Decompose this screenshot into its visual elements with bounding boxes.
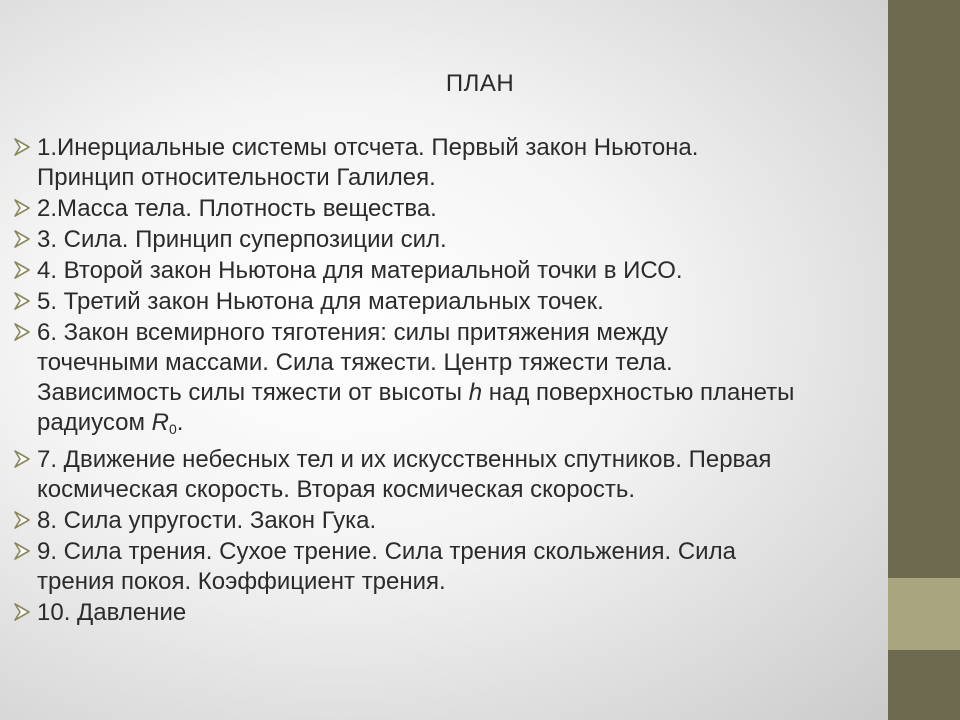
list-item-1 <box>10 133 950 193</box>
list-item-text-part: 6. Закон всемирного тяготения: силы притяжения между точечными массами. Сила тяжести. Центр тяжести тела. Зависимость силы тяжести от высоты <box>37 319 673 406</box>
list-item-text: 4. Второй закон Ньютона для материальной точки в ИСО. <box>37 257 683 284</box>
list-item-10 <box>10 598 950 628</box>
variable-h: h <box>468 379 483 406</box>
list-item-text: 3. Сила. Принцип суперпозиции сил. <box>37 226 447 253</box>
chevron-right-icon <box>13 225 33 255</box>
list-item-text: 7. Движение небесных тел и их искусственных спутников. Первая космическая скорость. Вторая космическая скорость. <box>37 446 772 503</box>
chevron-right-icon <box>13 318 33 348</box>
list-item-text: 2.Масса тела. Плотность вещества. <box>37 195 437 222</box>
list-item-text-part: . <box>176 409 184 436</box>
list-item-6 <box>10 318 950 444</box>
chevron-right-icon <box>13 287 33 317</box>
slide-title: ПЛАН <box>445 70 515 97</box>
list-item-8 <box>10 506 950 536</box>
chevron-right-icon <box>13 256 33 286</box>
list-item-text: 10. Давление <box>37 599 187 626</box>
variable-r-subscript: 0 <box>168 421 177 437</box>
chevron-right-icon <box>13 133 33 163</box>
chevron-right-icon <box>13 598 33 628</box>
list-item-text: 9. Сила трения. Сухое трение. Сила трения скольжения. Сила трения покоя. Коэффициент трения. <box>37 538 736 595</box>
plan-list <box>10 133 950 629</box>
list-item-9 <box>10 537 950 597</box>
variable-r: R <box>151 409 169 436</box>
list-item-text: 5. Третий закон Ньютона для материальных точек. <box>37 288 604 315</box>
list-item-text: 8. Сила упругости. Закон Гука. <box>37 507 377 534</box>
chevron-right-icon <box>13 506 33 536</box>
chevron-right-icon <box>13 537 33 567</box>
list-item-5 <box>10 287 950 317</box>
list-item-7 <box>10 445 950 505</box>
chevron-right-icon <box>13 445 33 475</box>
list-item-4 <box>10 256 950 286</box>
list-item-3 <box>10 225 950 255</box>
list-item-text: 1.Инерциальные системы отсчета. Первый закон Ньютона. Принцип относительности Галилея. <box>37 134 699 191</box>
list-item-2 <box>10 194 950 224</box>
list-item-text-part: над поверхностью планеты радиусом <box>37 379 795 436</box>
chevron-right-icon <box>13 194 33 224</box>
list-item-text <box>37 319 794 436</box>
